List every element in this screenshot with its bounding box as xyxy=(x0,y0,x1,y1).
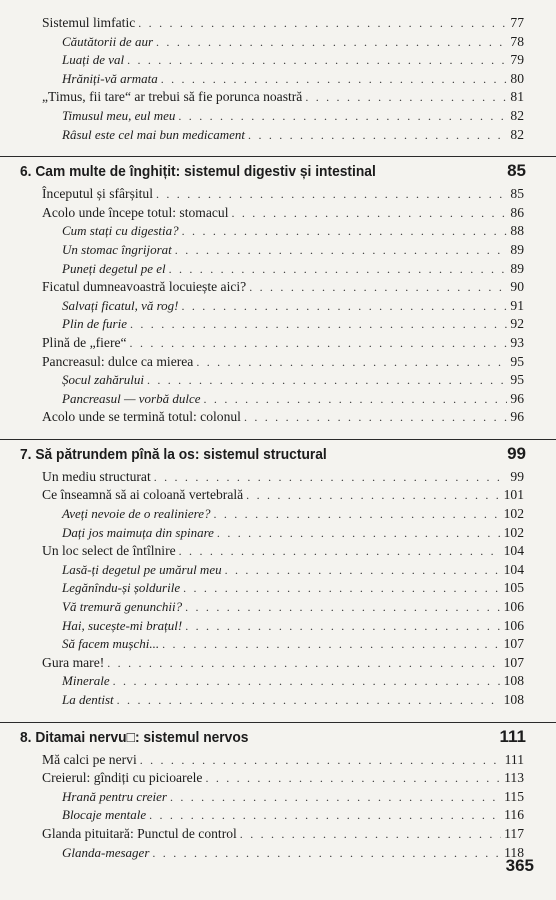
toc-entry xyxy=(0,278,556,297)
toc-entry xyxy=(0,334,556,353)
entry-title: Mă calci pe nervi xyxy=(42,751,137,767)
dot-leader xyxy=(154,468,508,487)
entry-title: Luați de val xyxy=(62,52,125,68)
toc-entry xyxy=(0,88,556,107)
entry-title: Să facem mușchi... xyxy=(62,636,160,652)
dot-leader xyxy=(248,126,507,145)
entry-page-number: 95 xyxy=(510,372,524,388)
entry-page-number: 91 xyxy=(510,297,524,313)
toc-entry xyxy=(0,468,556,487)
dot-leader xyxy=(196,353,507,372)
toc-subentry xyxy=(0,51,556,70)
entry-page-number: 108 xyxy=(503,692,524,707)
entry-page-number: 102 xyxy=(503,506,524,522)
toc-entry xyxy=(0,769,556,788)
entry-page-number: 107 xyxy=(503,636,524,652)
entry-page-number: 85 xyxy=(510,186,524,202)
toc-subentry xyxy=(0,524,556,543)
toc-subentry xyxy=(0,598,556,617)
chapter-title: 7. Să pătrundem pînă la os: sistemul structural xyxy=(20,445,327,463)
dot-leader xyxy=(217,524,501,543)
chapter-heading xyxy=(0,156,556,185)
toc-subentry xyxy=(0,315,556,334)
toc-subentry xyxy=(0,505,556,524)
entry-page-number: 77 xyxy=(510,15,524,30)
dot-leader xyxy=(213,505,500,524)
entry-page-number: 80 xyxy=(510,70,524,86)
entry-page-number: 88 xyxy=(510,223,524,239)
toc-subentry xyxy=(0,788,556,807)
entry-page-number: 116 xyxy=(504,807,524,823)
entry-title: Creierul: gîndiți cu picioarele xyxy=(42,770,203,786)
dot-leader xyxy=(170,788,501,807)
entry-title: Pancreasul — vorbă dulce xyxy=(62,390,201,406)
entry-page-number: 106 xyxy=(503,617,524,633)
toc-subentry xyxy=(0,806,556,825)
dot-leader xyxy=(185,598,500,617)
toc-entry xyxy=(0,542,556,561)
entry-title: Ficatul dumneavoastră locuiește aici? xyxy=(42,279,247,295)
dot-leader xyxy=(162,635,500,654)
toc-subentry xyxy=(0,691,556,710)
entry-title: Râsul este cel mai bun medicament xyxy=(62,126,246,142)
dot-leader xyxy=(117,691,501,710)
entry-title: Gura mare! xyxy=(42,654,105,670)
entry-title: Dați jos maimuța din spinare xyxy=(62,524,214,540)
entry-page-number: 99 xyxy=(510,468,524,484)
toc-entry xyxy=(0,486,556,505)
entry-title: Șocul zahărului xyxy=(62,372,144,388)
dot-leader xyxy=(147,371,507,390)
toc-subentry xyxy=(0,33,556,52)
dot-leader xyxy=(185,617,500,636)
entry-title: Acolo unde începe totul: stomacul xyxy=(42,204,229,220)
dot-leader xyxy=(178,107,507,126)
toc-entry xyxy=(0,185,556,204)
entry-title: Aveți nevoie de o realiniere? xyxy=(62,506,211,522)
toc-entry xyxy=(0,751,556,770)
entry-page-number: 81 xyxy=(510,89,524,105)
dot-leader xyxy=(182,297,508,316)
entry-title: Ce înseamnă să ai coloană vertebrală xyxy=(42,487,244,503)
dot-leader xyxy=(244,408,507,427)
dot-leader xyxy=(138,14,507,33)
entry-page-number: 101 xyxy=(503,487,524,503)
dot-leader xyxy=(169,260,508,279)
dot-leader xyxy=(240,825,501,844)
entry-title: Hrană pentru creier xyxy=(62,788,167,804)
chapter-heading xyxy=(0,722,556,751)
dot-leader xyxy=(113,672,501,691)
dot-leader xyxy=(183,579,501,598)
entry-title: Sistemul limfatic xyxy=(42,15,136,30)
entry-page-number: 107 xyxy=(503,654,524,670)
entry-title: Glanda-mesager xyxy=(62,844,150,860)
toc-subentry xyxy=(0,222,556,241)
toc-subentry xyxy=(0,241,556,260)
entry-title: Căutătorii de aur xyxy=(62,33,154,49)
entry-title: Blocaje mentale xyxy=(62,807,147,823)
entry-title: „Timus, fii tare“ ar trebui să fie porunca noastră xyxy=(42,89,303,105)
dot-leader xyxy=(232,204,508,223)
toc-subentry xyxy=(0,70,556,89)
entry-page-number: 111 xyxy=(504,751,524,767)
toc-subentry xyxy=(0,371,556,390)
entry-title: Un mediu structurat xyxy=(42,468,151,484)
entry-page-number: 93 xyxy=(510,334,524,350)
entry-title: Plină de „fiere“ xyxy=(42,334,127,350)
entry-page-number: 104 xyxy=(503,543,524,559)
chapter-title: 8. Ditamai nervu□: sistemul nervos xyxy=(20,728,249,746)
page-number: 365 xyxy=(505,856,534,875)
chapter-title: 6. Cam multe de înghițit: sistemul digestiv și intestinal xyxy=(20,163,376,181)
entry-title: Hrăniți-vă armata xyxy=(62,70,158,86)
chapter-page-number: 85 xyxy=(507,161,526,181)
entry-title: Salvați ficatul, vă rog! xyxy=(62,297,179,313)
dot-leader xyxy=(246,486,500,505)
toc-subentry xyxy=(0,126,556,145)
dot-leader xyxy=(249,278,507,297)
toc-subentry xyxy=(0,635,556,654)
entry-title: Plin de furie xyxy=(62,316,127,332)
dot-leader xyxy=(127,51,507,70)
entry-page-number: 79 xyxy=(510,52,524,68)
entry-page-number: 118 xyxy=(504,844,524,860)
dot-leader xyxy=(225,561,501,580)
entry-page-number: 117 xyxy=(504,825,524,841)
toc-subentry xyxy=(0,390,556,409)
dot-leader xyxy=(161,70,508,89)
entry-page-number: 86 xyxy=(510,204,524,220)
entry-title: Un loc select de întîlnire xyxy=(42,543,176,559)
entry-page-number: 95 xyxy=(510,353,524,369)
entry-page-number: 82 xyxy=(510,107,524,123)
toc-subentry xyxy=(0,260,556,279)
entry-title: La dentist xyxy=(62,692,114,707)
entry-page-number: 92 xyxy=(510,316,524,332)
entry-page-number: 106 xyxy=(503,599,524,615)
toc-subentry xyxy=(0,579,556,598)
entry-page-number: 89 xyxy=(510,241,524,257)
dot-leader xyxy=(156,185,507,204)
entry-title: Lasă-ți degetul pe umărul meu xyxy=(62,561,222,577)
entry-title: Legănîndu-și șoldurile xyxy=(62,580,181,596)
toc-subentry xyxy=(0,297,556,316)
entry-title: Timusul meu, eul meu xyxy=(62,107,176,123)
toc-subentry xyxy=(0,844,556,863)
dot-leader xyxy=(130,334,508,353)
toc-entry xyxy=(0,14,556,33)
toc-subentry xyxy=(0,107,556,126)
toc-entry xyxy=(0,204,556,223)
entry-page-number: 90 xyxy=(510,279,524,295)
entry-title: Cum stați cu digestia? xyxy=(62,223,179,239)
entry-title: Hai, sucește-mi brațul! xyxy=(62,617,183,633)
dot-leader xyxy=(107,654,500,673)
dot-leader xyxy=(149,806,501,825)
entry-page-number: 104 xyxy=(503,561,524,577)
entry-title: Puneți degetul pe el xyxy=(62,260,166,276)
entry-title: Începutul și sfârșitul xyxy=(42,186,153,202)
entry-page-number: 113 xyxy=(504,770,524,786)
entry-title: Pancreasul: dulce ca mierea xyxy=(42,353,194,369)
entry-page-number: 78 xyxy=(510,33,524,49)
toc-entry xyxy=(0,654,556,673)
entry-title: Glanda pituitară: Punctul de control xyxy=(42,825,237,841)
entry-page-number: 89 xyxy=(510,260,524,276)
toc-entry xyxy=(0,408,556,427)
entry-title: Acolo unde se termină totul: colonul xyxy=(42,409,241,425)
table-of-contents xyxy=(0,14,556,862)
dot-leader xyxy=(179,542,501,561)
toc-subentry xyxy=(0,561,556,580)
entry-title: Minerale xyxy=(62,673,110,689)
dot-leader xyxy=(175,241,508,260)
dot-leader xyxy=(152,844,501,863)
toc-subentry xyxy=(0,617,556,636)
entry-page-number: 108 xyxy=(503,673,524,689)
entry-page-number: 82 xyxy=(510,126,524,142)
dot-leader xyxy=(156,33,507,52)
chapter-page-number: 111 xyxy=(499,726,526,746)
chapter-page-number: 99 xyxy=(507,443,526,463)
entry-page-number: 105 xyxy=(503,580,524,596)
dot-leader xyxy=(130,315,507,334)
entry-page-number: 96 xyxy=(510,390,524,406)
dot-leader xyxy=(205,769,501,788)
dot-leader xyxy=(182,222,508,241)
dot-leader xyxy=(305,88,507,107)
entry-page-number: 115 xyxy=(504,788,524,804)
dot-leader xyxy=(204,390,508,409)
toc-entry xyxy=(0,353,556,372)
entry-title: Un stomac îngrijorat xyxy=(62,241,172,257)
entry-page-number: 102 xyxy=(503,524,524,540)
chapter-heading xyxy=(0,439,556,468)
dot-leader xyxy=(140,751,502,770)
entry-page-number: 96 xyxy=(510,409,524,425)
entry-title: Vă tremură genunchii? xyxy=(62,599,183,615)
toc-entry xyxy=(0,825,556,844)
toc-subentry xyxy=(0,672,556,691)
